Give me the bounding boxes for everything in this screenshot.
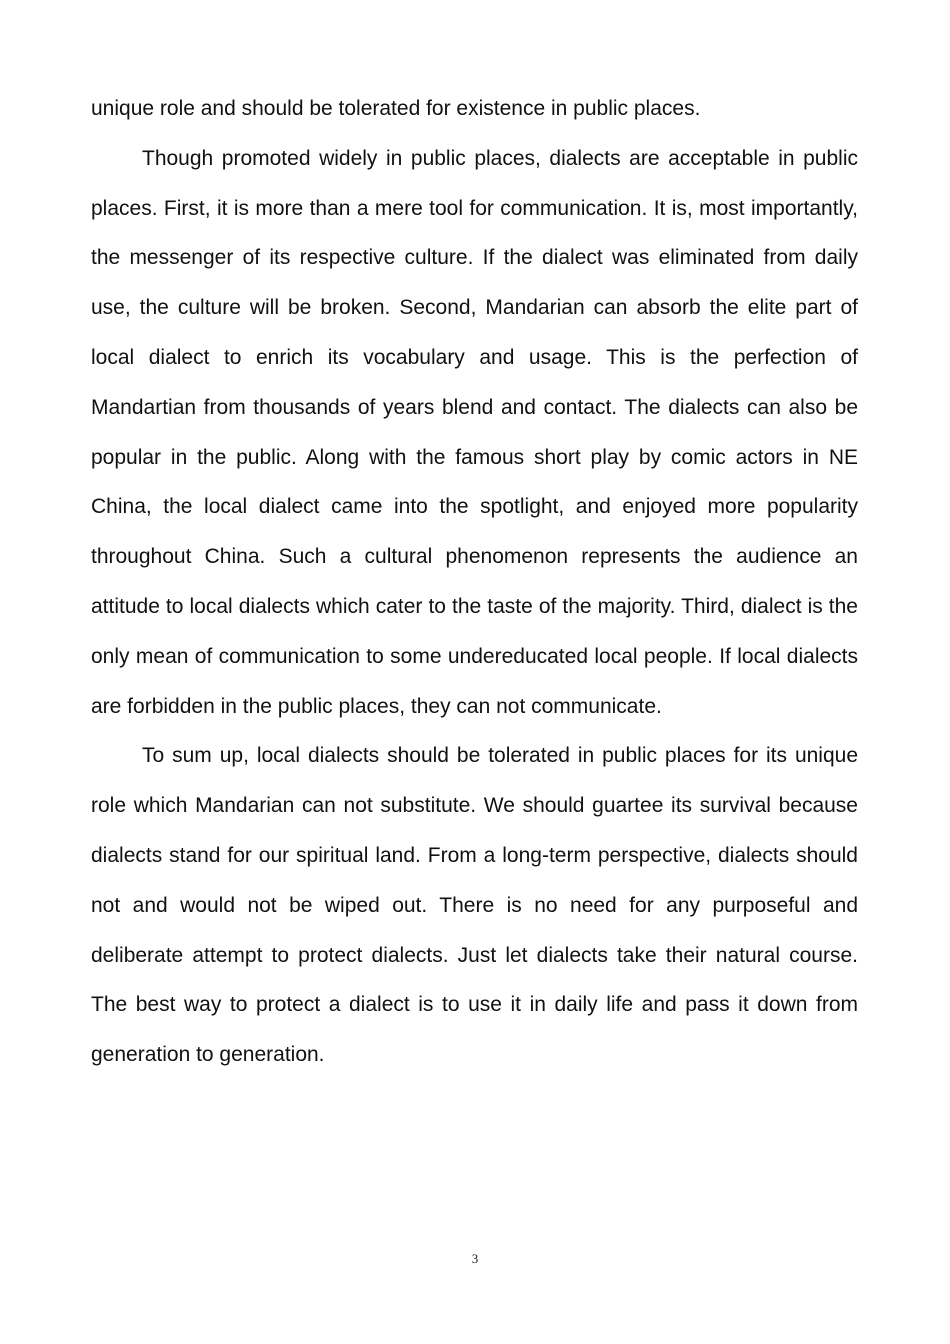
paragraph-arguments: Though promoted widely in public places, dialects are acceptable in public places. First, it is more than a mere tool for communication. It is, most importantly, the messenger of its respective culture. If the dialect was eliminated from daily use, the culture will be broken. Second, Mandarian can absorb the elite part of local dialect to enrich its vocabulary and usage. This is the perfection of Mandartian from thousands of years blend and contact. The dialects can also be popular in the public. Along with the famous short play by comic actors in NE China, the local dialect came into the spotlight, and enjoyed more popularity throughout China. Such a cultural phenomenon represents the audience an attitude to local dialects which cater to the taste of the majority. Third, dialect is the only mean of communication to some undereducated local people. If local dialects are forbidden in the public places, they can not communicate. [91, 146, 858, 718]
paragraph-conclusion: To sum up, local dialects should be tolerated in public places for its unique role which Mandarian can not substitute. We should guartee its survival because dialects stand for our spiritual land. From a long-term perspective, dialects should not and would not be wiped out. There is no need for any purposeful and deliberate attempt to protect dialects. Just let dialects take their natural course. The best way to protect a dialect is to use it in daily life and pass it down from generation to generation. [91, 744, 858, 1067]
paragraph-continuation: unique role and should be tolerated for existence in public places. [91, 97, 701, 120]
document-body [91, 84, 858, 1080]
page-number: 3 [471, 1251, 479, 1266]
